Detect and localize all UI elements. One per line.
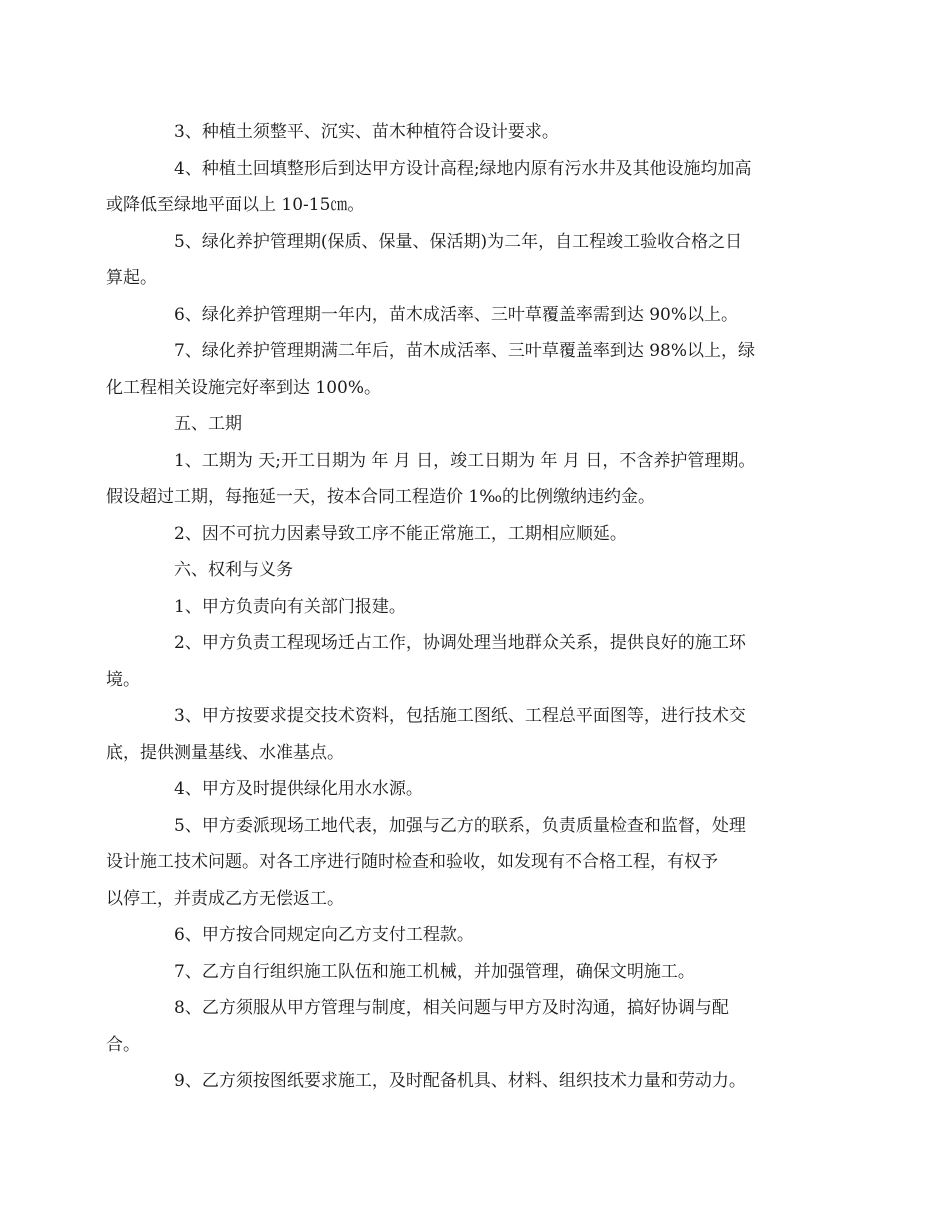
paragraph-line: 5、绿化养护管理期(保质、保量、保活期)为二年，自工程竣工验收合格之日 xyxy=(174,231,743,252)
paragraph-line: 4、甲方及时提供绿化用水水源。 xyxy=(174,779,423,799)
clause-paragraph xyxy=(140,917,815,954)
paragraph-line: 6、绿化养护管理期一年内，苗木成活率、三叶草覆盖率需到达 90%以上。 xyxy=(174,304,739,325)
paragraph-line: 9、乙方须按图纸要求施工，及时配备机具、材料、组织技术力量和劳动力。 xyxy=(174,1071,746,1091)
clause-paragraph xyxy=(106,224,815,297)
paragraph-line: 2、因不可抗力因素导致工序不能正常施工，工期相应顺延。 xyxy=(174,523,627,544)
paragraph-line: 4、种植土回填整形后到达甲方设计高程;绿地内原有污水井及其他设施均加高 xyxy=(174,158,752,179)
paragraph-line: 7、乙方自行组织施工队伍和施工机械，并加强管理，确保文明施工。 xyxy=(174,961,695,982)
paragraph-line: 2、甲方负责工程现场迁占工作，协调处理当地群众关系，提供良好的施工环 xyxy=(174,633,746,653)
section-heading: 五、工期 xyxy=(174,414,242,434)
paragraph-line: 3、种植土须整平、沉实、苗木种植符合设计要求。 xyxy=(174,122,559,142)
paragraph-line: 6、甲方按合同规定向乙方支付工程款。 xyxy=(174,925,474,945)
paragraph-line: 5、甲方委派现场工地代表，加强与乙方的联系，负责质量检查和监督，处理 xyxy=(174,815,746,836)
paragraph-line: 3、甲方按要求提交技术资料，包括施工图纸、工程总平面图等，进行技术交 xyxy=(174,706,746,726)
clause-paragraph xyxy=(106,625,815,698)
paragraph-line: 7、绿化养护管理期满二年后，苗木成活率、三叶草覆盖率到达 98%以上，绿 xyxy=(174,341,756,361)
paragraph-line: 合。 xyxy=(106,1034,140,1055)
paragraph-line: 境。 xyxy=(106,669,140,690)
paragraph-line: 1、工期为 天;开工日期为 年 月 日，竣工日期为 年 月 日，不含养护管理期。 xyxy=(174,450,756,471)
clause-paragraph xyxy=(140,771,815,808)
clause-paragraph xyxy=(106,333,815,406)
clause-paragraph xyxy=(106,808,815,918)
paragraph-line: 假设超过工期，每拖延一天，按本合同工程造价 1‰的比例缴纳违约金。 xyxy=(106,487,656,507)
paragraph-line: 8、乙方须服从甲方管理与制度，相关问题与甲方及时沟通，搞好协调与配 xyxy=(174,998,729,1018)
paragraph-line: 或降低至绿地平面以上 10-15㎝。 xyxy=(106,195,365,215)
clause-paragraph xyxy=(140,1063,815,1100)
paragraph-line: 底，提供测量基线、水准基点。 xyxy=(106,742,344,763)
clause-paragraph xyxy=(140,516,815,553)
clause-paragraph xyxy=(106,990,815,1063)
paragraph-line: 算起。 xyxy=(106,268,157,288)
clause-paragraph xyxy=(140,589,815,626)
clause-paragraph xyxy=(106,443,815,516)
document-body xyxy=(106,114,815,1100)
clause-paragraph xyxy=(106,698,815,771)
paragraph-line: 设计施工技术问题。对各工序进行随时检查和验收，如发现有不合格工程，有权予 xyxy=(106,852,718,872)
clause-paragraph xyxy=(106,151,815,224)
clause-paragraph xyxy=(140,297,815,334)
section-heading: 六、权利与义务 xyxy=(174,560,293,580)
clause-paragraph xyxy=(140,114,815,151)
clause-paragraph xyxy=(140,954,815,991)
paragraph-line: 1、甲方负责向有关部门报建。 xyxy=(174,596,406,617)
paragraph-line: 以停工，并责成乙方无偿返工。 xyxy=(106,888,344,909)
paragraph-line: 化工程相关设施完好率到达 100%。 xyxy=(106,377,382,398)
